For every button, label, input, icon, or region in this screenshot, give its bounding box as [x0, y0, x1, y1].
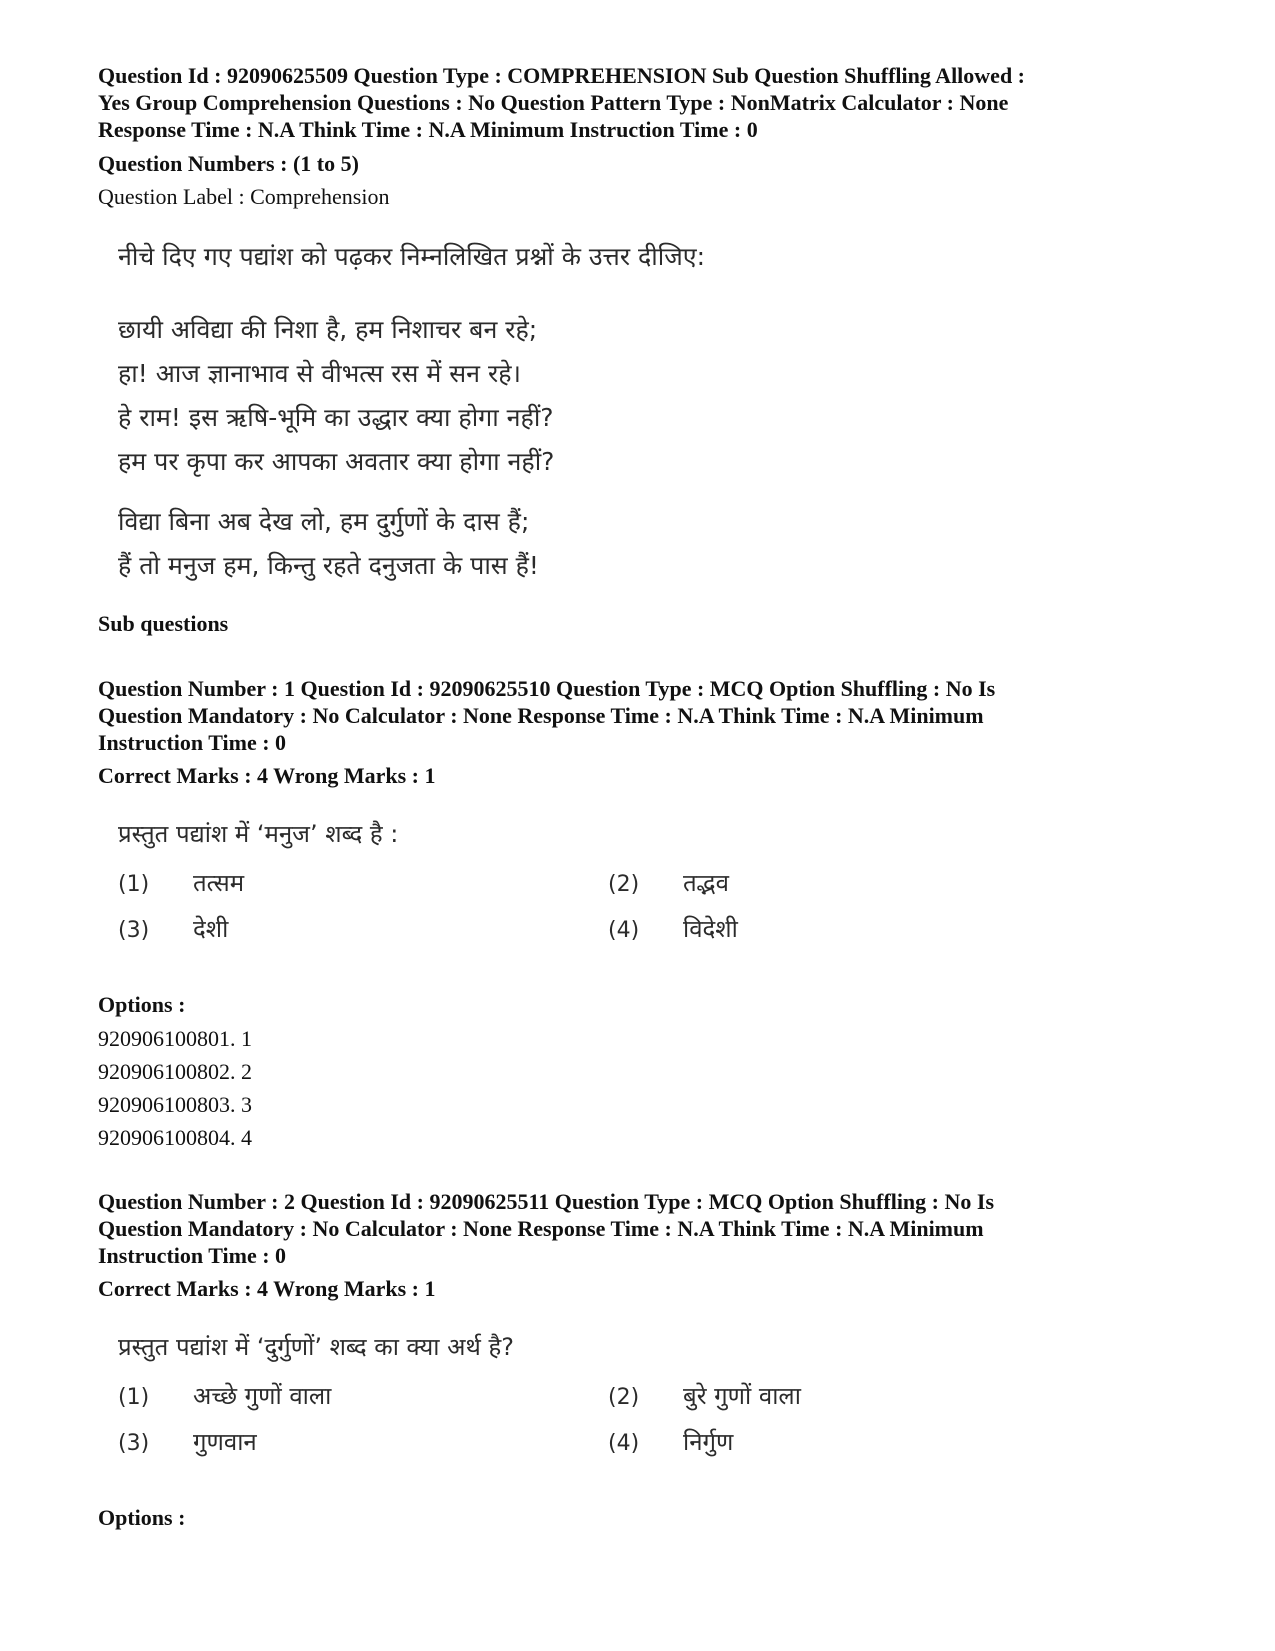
choice-label: निर्गुण — [683, 1428, 734, 1456]
passage-instruction: नीचे दिए गए पद्यांश को पढ़कर निम्नलिखित प्रश्नों के उत्तर दीजिए: — [118, 242, 706, 271]
document-page — [98, 62, 1188, 1531]
option-id: 920906100802. 2 — [98, 1059, 252, 1084]
poem-line: हैं तो मनुज हम, किन्तु रहते दनुजता के पास हैं! — [118, 551, 539, 580]
comprehension-passage — [118, 242, 1188, 588]
sub-questions-heading: Sub questions — [98, 611, 229, 636]
choice-grid — [118, 865, 1188, 949]
choice-number: (4) — [608, 918, 640, 943]
question-text: प्रस्तुत पद्यांश में ‘मनुज’ शब्द है : — [118, 820, 399, 848]
choice-number: (1) — [118, 1385, 150, 1410]
choice-item — [608, 1378, 908, 1416]
comprehension-meta-line: Question Id : 92090625509 Question Type : COMPREHENSION Sub Question Shuffling Allowed : — [98, 63, 1026, 88]
question-text: प्रस्तुत पद्यांश में ‘दुर्गुणों’ शब्द का क्या अर्थ है? — [118, 1333, 514, 1361]
comprehension-meta-line: Yes Group Comprehension Questions : No Question Pattern Type : NonMatrix Calculator : None — [98, 90, 1009, 115]
choice-item — [118, 1378, 608, 1416]
question-marks: Correct Marks : 4 Wrong Marks : 1 — [98, 1276, 436, 1301]
choice-item — [118, 1424, 608, 1462]
option-id: 920906100801. 1 — [98, 1026, 252, 1051]
question-label: Question Label : Comprehension — [98, 184, 390, 209]
poem-line: हे राम! इस ऋषि-भूमि का उद्धार क्या होगा नहीं? — [118, 403, 554, 432]
option-id: 920906100803. 3 — [98, 1092, 252, 1117]
choice-number: (1) — [118, 872, 150, 897]
choice-label: तद्भव — [683, 869, 729, 897]
question-meta-line: Instruction Time : 0 — [98, 1243, 287, 1268]
option-id-list — [98, 1022, 1188, 1154]
question-meta-line: Question Mandatory : No Calculator : None Response Time : N.A Think Time : N.A Minimum — [98, 703, 984, 728]
poem-line: विद्या बिना अब देख लो, हम दुर्गुणों के दास हैं; — [118, 507, 530, 536]
poem-line: हम पर कृपा कर आपका अवतार क्या होगा नहीं? — [118, 447, 555, 476]
choice-label: तत्सम — [193, 869, 245, 897]
choice-label: बुरे गुणों वाला — [683, 1382, 801, 1410]
choice-grid — [118, 1378, 1188, 1462]
choice-number: (3) — [118, 1431, 150, 1456]
choice-number: (2) — [608, 1385, 640, 1410]
options-heading: Options : — [98, 1505, 186, 1530]
comprehension-header — [98, 62, 1188, 210]
choice-item — [608, 865, 908, 903]
question-meta-line: Question Number : 2 Question Id : 92090625511 Question Type : MCQ Option Shuffling : No Is — [98, 1189, 995, 1214]
question-meta-line: Question Number : 1 Question Id : 92090625510 Question Type : MCQ Option Shuffling : No Is — [98, 676, 996, 701]
comprehension-meta-line: Response Time : N.A Think Time : N.A Minimum Instruction Time : 0 — [98, 117, 758, 142]
choice-label: अच्छे गुणों वाला — [193, 1382, 332, 1410]
choice-number: (2) — [608, 872, 640, 897]
question-marks: Correct Marks : 4 Wrong Marks : 1 — [98, 763, 436, 788]
question-meta-line: Instruction Time : 0 — [98, 730, 287, 755]
poem-line: छायी अविद्या की निशा है, हम निशाचर बन रहे; — [118, 315, 538, 344]
choice-item — [608, 911, 908, 949]
question-numbers: Question Numbers : (1 to 5) — [98, 151, 359, 176]
choice-label: गुणवान — [193, 1428, 257, 1456]
choice-label: देशी — [193, 915, 229, 943]
choice-item — [118, 911, 608, 949]
choice-number: (4) — [608, 1431, 640, 1456]
poem-line: हा! आज ज्ञानाभाव से वीभत्स रस में सन रहे। — [118, 359, 521, 388]
choice-item — [118, 865, 608, 903]
choice-item — [608, 1424, 908, 1462]
choice-number: (3) — [118, 918, 150, 943]
question-block-2 — [98, 1188, 1188, 1531]
question-block-1 — [98, 675, 1188, 1154]
question-meta-line: Question Mandatory : No Calculator : None Response Time : N.A Think Time : N.A Minimum — [98, 1216, 984, 1241]
poem-stanza — [118, 500, 1188, 588]
poem-stanza — [118, 308, 1188, 484]
option-id: 920906100804. 4 — [98, 1125, 252, 1150]
options-heading: Options : — [98, 992, 186, 1017]
choice-label: विदेशी — [683, 915, 738, 943]
